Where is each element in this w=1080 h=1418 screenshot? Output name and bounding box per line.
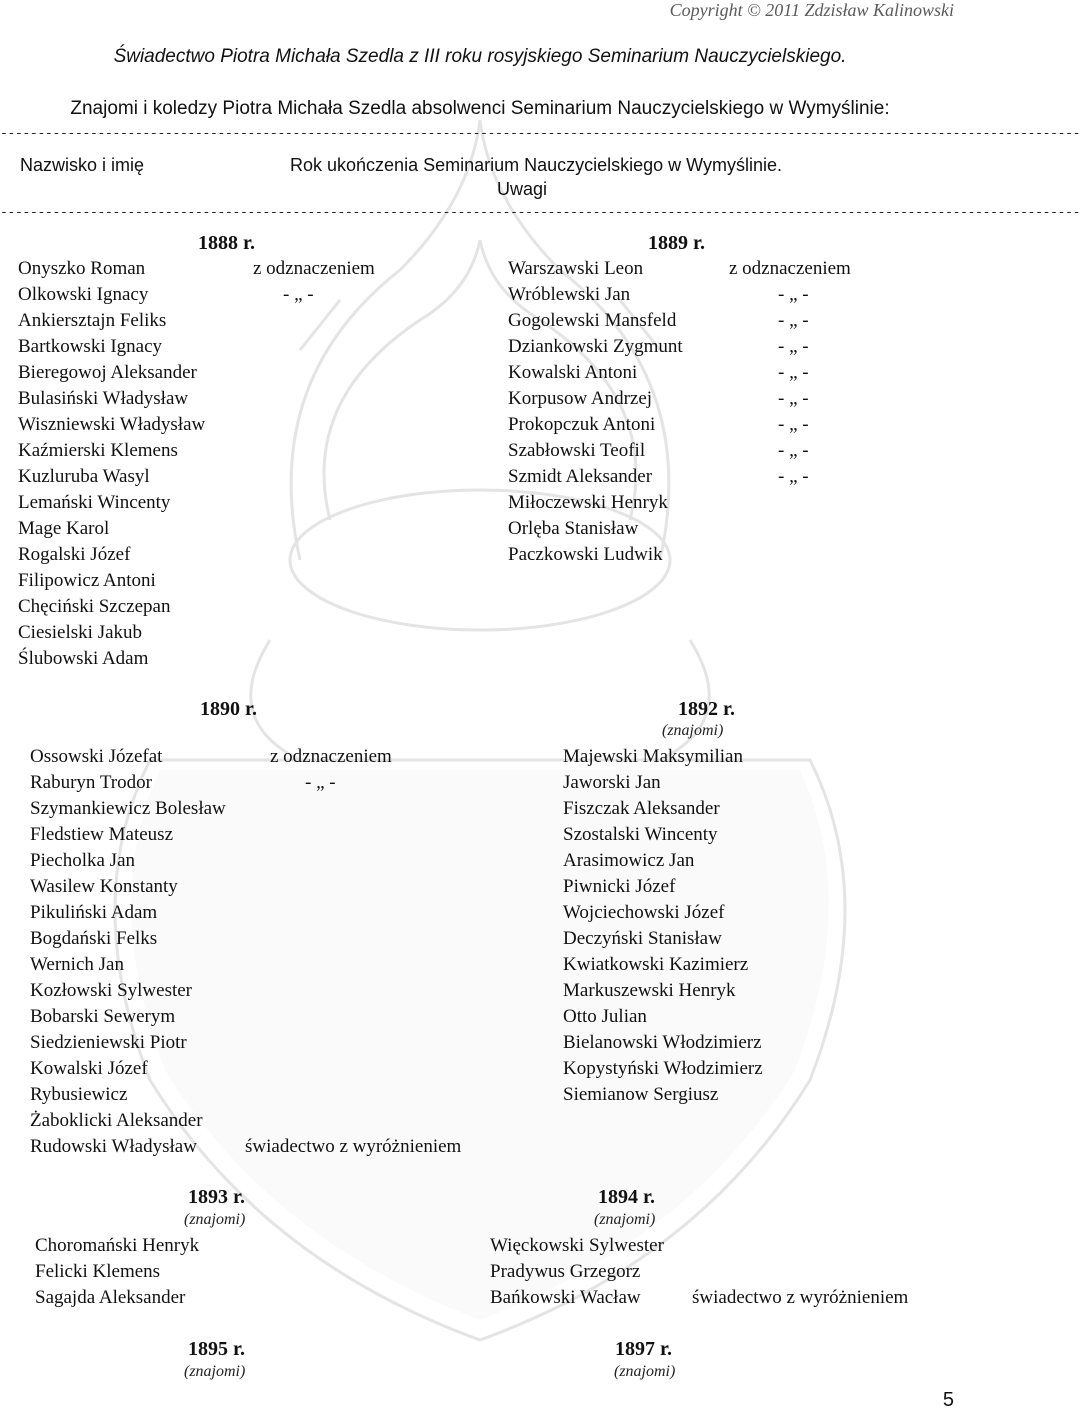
document-subtitle: Świadectwo Piotra Michała Szedla z III roku rosyjskiego Seminarium Nauczycielskiego. [113, 46, 847, 67]
list-item: Bańkowski Wacław [490, 1287, 641, 1308]
acquaintances-label-1897: (znajomi) [614, 1363, 676, 1380]
page-number: 5 [942, 1389, 954, 1411]
list-item: Szmidt Aleksander [508, 466, 653, 487]
list-item: Orlęba Stanisław [508, 518, 639, 539]
graduates-list-1890 [30, 744, 226, 1160]
list-item: Kozłowski Sylwester [30, 980, 193, 1001]
list-item: Wróblewski Jan [508, 284, 631, 305]
list-item: Ciesielski Jakub [18, 622, 143, 643]
year-heading-1890: 1890 r. [200, 698, 258, 720]
list-item: Bobarski Sewerym [30, 1006, 176, 1027]
list-item: Szymankiewicz Bolesław [30, 798, 226, 819]
list-item: Pradywus Grzegorz [490, 1261, 641, 1282]
column-header-notes: Uwagi [497, 179, 548, 199]
list-item: Choromański Henryk [35, 1235, 200, 1256]
list-item: Pikuliński Adam [30, 902, 158, 923]
list-item: Kowalski Józef [30, 1058, 148, 1079]
ditto-mark: - „ - [778, 440, 809, 461]
list-item: Szostalski Wincenty [563, 824, 718, 845]
ditto-mark: - „ - [778, 362, 809, 383]
list-item: Chęciński Szczepan [18, 596, 171, 617]
list-item: Korpusow Andrzej [508, 388, 653, 409]
ditto-mark: - „ - [778, 336, 809, 357]
list-item: Otto Julian [563, 1006, 647, 1027]
list-item: Fledstiew Mateusz [30, 824, 174, 845]
list-item: Olkowski Ignacy [18, 284, 149, 305]
year-heading-1889: 1889 r. [648, 232, 706, 254]
list-item: Wiszniewski Władysław [18, 414, 206, 435]
list-item: Miłoczewski Henryk [508, 492, 668, 513]
graduates-list-1893 [35, 1233, 199, 1311]
list-item: Bogdański Felks [30, 928, 158, 949]
list-item: Deczyński Stanisław [563, 928, 722, 949]
list-item: Bulasiński Władysław [18, 388, 189, 409]
list-item: Piwnicki Józef [563, 876, 676, 897]
graduates-list-1894 [490, 1233, 664, 1311]
ditto-mark: - „ - [778, 414, 809, 435]
list-item: Kopystyński Włodzimierz [563, 1058, 763, 1079]
ditto-list-1889 [778, 282, 809, 490]
list-item: Więckowski Sylwester [490, 1235, 664, 1256]
list-item: Sagajda Aleksander [35, 1287, 186, 1308]
document-heading: Znajomi i koledzy Piotra Michała Szedla absolwenci Seminarium Nauczycielskiego w Wymyślinie: [70, 98, 890, 119]
graduates-list-1889 [508, 256, 683, 568]
ditto-mark: - „ - [778, 310, 809, 331]
list-item: Mage Karol [18, 518, 110, 539]
ditto-mark: - „ - [778, 466, 809, 487]
list-item: Warszawski Leon [508, 258, 644, 279]
graduates-list-1888 [18, 256, 205, 672]
note-1888-first: z odznaczeniem [253, 258, 375, 279]
separator-line-bottom: ------------------------------------------------------------------------------------------------------------------------------------------------ [0, 205, 1080, 220]
list-item: Rogalski Józef [18, 544, 131, 565]
list-item: Żaboklicki Aleksander [30, 1110, 203, 1131]
ditto-mark: - „ - [778, 284, 809, 305]
list-item: Szabłowski Teofil [508, 440, 646, 461]
list-item: Kwiatkowski Kazimierz [563, 954, 749, 975]
list-item: Ossowski Józefat [30, 746, 163, 767]
note-1889-first: z odznaczeniem [729, 258, 851, 279]
ditto-1888: - „ - [283, 284, 314, 305]
year-heading-1893: 1893 r. [188, 1186, 246, 1208]
list-item: Markuszewski Henryk [563, 980, 736, 1001]
list-item: Bartkowski Ignacy [18, 336, 163, 357]
ditto-mark: - „ - [778, 388, 809, 409]
year-heading-1894: 1894 r. [598, 1186, 656, 1208]
year-heading-1897: 1897 r. [615, 1338, 673, 1360]
year-heading-1888: 1888 r. [198, 232, 256, 254]
list-item: Prokopczuk Antoni [508, 414, 656, 435]
list-item: Arasimowicz Jan [563, 850, 695, 871]
acquaintances-label-1893: (znajomi) [184, 1211, 246, 1228]
copyright-notice: Copyright © 2011 Zdzisław Kalinowski [669, 0, 954, 20]
ditto-1890: - „ - [305, 772, 336, 793]
list-item: Kuzluruba Wasyl [18, 466, 150, 487]
list-item: Siemianow Sergiusz [563, 1084, 719, 1105]
list-item: Wojciechowski Józef [563, 902, 725, 923]
note-1894-last: świadectwo z wyróżnieniem [692, 1287, 909, 1308]
list-item: Raburyn Trodor [30, 772, 152, 793]
column-header-year: Rok ukończenia Seminarium Nauczycielskiego w Wymyślinie. [290, 155, 783, 175]
list-item: Felicki Klemens [35, 1261, 161, 1282]
year-heading-1895: 1895 r. [188, 1338, 246, 1360]
list-item: Gogolewski Mansfeld [508, 310, 677, 331]
column-header-name: Nazwisko i imię [20, 155, 145, 175]
list-item: Ślubowski Adam [18, 648, 149, 669]
separator-line-top: ------------------------------------------------------------------------------------------------------------------------------------------------ [0, 126, 1080, 141]
list-item: Rybusiewicz [30, 1084, 128, 1105]
list-item: Fiszczak Aleksander [563, 798, 720, 819]
note-1890-first: z odznaczeniem [270, 746, 392, 767]
list-item: Lemański Wincenty [18, 492, 171, 513]
list-item: Wernich Jan [30, 954, 124, 975]
list-item: Onyszko Roman [18, 258, 146, 279]
list-item: Kowalski Antoni [508, 362, 638, 383]
list-item: Dziankowski Zygmunt [508, 336, 683, 357]
year-heading-1892: 1892 r. [678, 698, 736, 720]
list-item: Rudowski Władysław [30, 1136, 197, 1157]
list-item: Wasilew Konstanty [30, 876, 178, 897]
graduates-list-1892 [563, 744, 763, 1108]
list-item: Siedzieniewski Piotr [30, 1032, 187, 1053]
list-item: Piecholka Jan [30, 850, 136, 871]
list-item: Kaźmierski Klemens [18, 440, 178, 461]
list-item: Filipowicz Antoni [18, 570, 156, 591]
list-item: Paczkowski Ludwik [508, 544, 663, 565]
list-item: Bieregowoj Aleksander [18, 362, 197, 383]
list-item: Bielanowski Włodzimierz [563, 1032, 762, 1053]
note-1890-last: świadectwo z wyróżnieniem [245, 1136, 462, 1157]
acquaintances-label-1894: (znajomi) [594, 1211, 656, 1228]
list-item: Majewski Maksymilian [563, 746, 743, 767]
list-item: Ankiersztajn Feliks [18, 310, 167, 331]
acquaintances-label-1892: (znajomi) [662, 722, 724, 739]
acquaintances-label-1895: (znajomi) [184, 1363, 246, 1380]
list-item: Jaworski Jan [563, 772, 661, 793]
